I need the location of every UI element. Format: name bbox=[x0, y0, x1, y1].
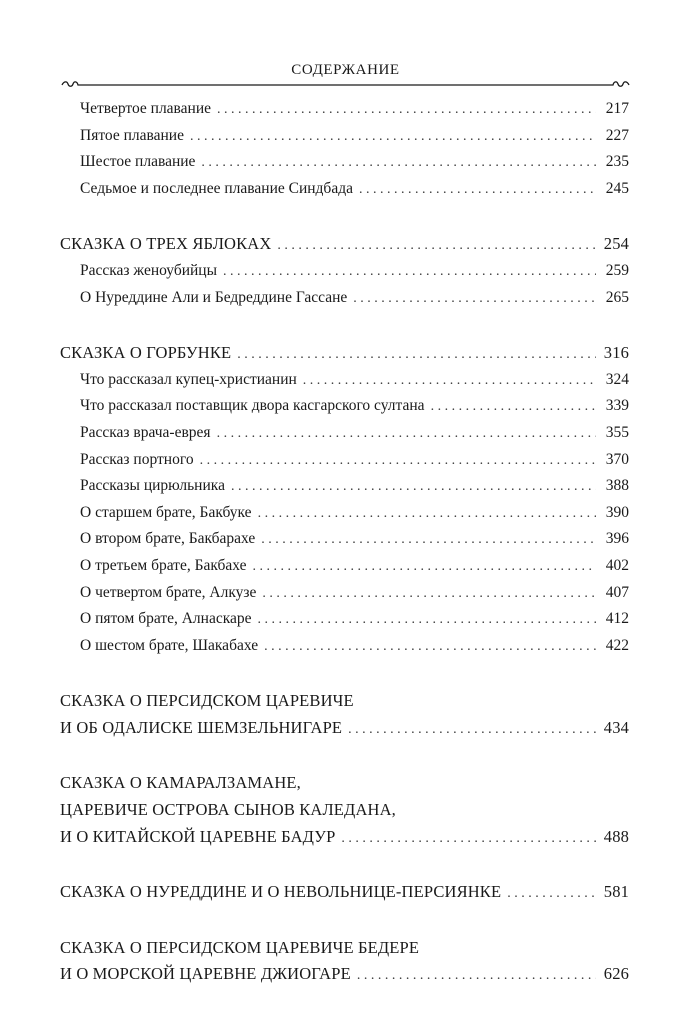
toc-entry-page: 402 bbox=[605, 556, 629, 574]
toc-entry-title: Пятое плавание bbox=[80, 126, 184, 144]
dot-leader bbox=[262, 581, 596, 608]
toc-entry bbox=[60, 176, 629, 203]
dot-leader bbox=[264, 634, 596, 661]
toc-entry-title: Рассказ женоубийцы bbox=[80, 261, 218, 279]
dot-leader bbox=[200, 448, 596, 475]
toc-entry-page: 355 bbox=[605, 423, 629, 441]
section-gap bbox=[60, 659, 629, 688]
toc-entry-page: 324 bbox=[605, 370, 629, 388]
section-gap bbox=[60, 202, 629, 231]
toc-section-title: И ОБ ОДАЛИСКЕ ШЕМЗЕЛЬНИГАРЕ bbox=[60, 717, 343, 737]
toc-entry-title: О шестом брате, Шакабахе bbox=[80, 636, 259, 654]
toc-entry-page: 412 bbox=[605, 610, 629, 628]
running-head-title: СОДЕРЖАНИЕ bbox=[291, 62, 400, 78]
toc-section-entry bbox=[60, 340, 629, 367]
dot-leader bbox=[341, 826, 596, 853]
toc-entry bbox=[60, 285, 629, 312]
toc-section-page: 581 bbox=[603, 882, 629, 902]
section-gap bbox=[60, 850, 629, 879]
toc-entry-page: 217 bbox=[605, 100, 629, 117]
toc-entry-page: 227 bbox=[605, 126, 629, 144]
dot-leader bbox=[357, 963, 596, 990]
toc-entry-page: 245 bbox=[605, 179, 629, 197]
toc-section-entry bbox=[60, 824, 629, 851]
dot-leader bbox=[261, 527, 596, 554]
toc-section-title: СКАЗКА О ГОРБУНКЕ bbox=[60, 343, 232, 363]
toc-section-title: И О КИТАЙСКОЙ ЦАРЕВНЕ БАДУР bbox=[60, 826, 336, 846]
toc-section-page: 434 bbox=[603, 717, 629, 737]
toc-entry-title: Шестое плавание bbox=[80, 153, 196, 171]
toc-section-title: И О МОРСКОЙ ЦАРЕВНЕ ДЖИОГАРЕ bbox=[60, 964, 351, 984]
toc-section-entry bbox=[60, 961, 629, 988]
toc-section-title: СКАЗКА О ТРЕХ ЯБЛОКАХ bbox=[60, 234, 272, 254]
toc-entry-title: Рассказы цирюльника bbox=[80, 477, 225, 495]
toc-entry-title: О пятом брате, Алнаскаре bbox=[80, 610, 252, 628]
toc-entry-page: 390 bbox=[605, 503, 629, 521]
toc-entry bbox=[60, 149, 629, 176]
dot-leader bbox=[507, 881, 596, 908]
dot-leader bbox=[359, 177, 596, 204]
toc-section-title-line: СКАЗКА О КАМАРАЛЗАМАНЕ, bbox=[60, 773, 301, 793]
dot-leader bbox=[277, 233, 596, 260]
dot-leader bbox=[217, 421, 596, 448]
toc-entry-page: 259 bbox=[605, 261, 629, 279]
table-of-contents bbox=[60, 96, 629, 988]
toc-section-page: 316 bbox=[603, 343, 629, 363]
toc-entry bbox=[60, 633, 629, 660]
toc-entry-page: 388 bbox=[605, 477, 629, 495]
toc-section-page: 488 bbox=[603, 826, 629, 846]
toc-entry bbox=[60, 96, 629, 123]
toc-entry-page: 422 bbox=[605, 636, 629, 654]
toc-entry-title: Четвертое плавание bbox=[80, 100, 212, 117]
toc-section-page: 626 bbox=[603, 964, 629, 984]
dot-leader bbox=[431, 394, 596, 421]
toc-section-page: 254 bbox=[603, 234, 629, 254]
toc-entry bbox=[60, 473, 629, 500]
toc-entry-title: Что рассказал поставщик двора касгарского султана bbox=[80, 397, 425, 415]
toc-entry-page: 407 bbox=[605, 583, 629, 601]
toc-entry-page: 235 bbox=[605, 153, 629, 171]
toc-entry-title: Что рассказал купец-христианин bbox=[80, 370, 297, 388]
toc-section-title-line: ЦАРЕВИЧЕ ОСТРОВА СЫНОВ КАЛЕДАНА, bbox=[60, 800, 396, 820]
toc-section-entry bbox=[60, 715, 629, 742]
toc-entry-title: Рассказ врача-еврея bbox=[80, 423, 211, 441]
dot-leader bbox=[190, 124, 596, 151]
toc-entry bbox=[60, 500, 629, 527]
dot-leader bbox=[303, 368, 596, 395]
dot-leader bbox=[217, 97, 596, 124]
toc-entry bbox=[60, 258, 629, 285]
dot-leader bbox=[258, 501, 596, 528]
toc-section-title-line: СКАЗКА О ПЕРСИДСКОМ ЦАРЕВИЧЕ bbox=[60, 691, 354, 711]
section-gap bbox=[60, 741, 629, 770]
toc-section-entry bbox=[60, 879, 629, 906]
toc-entry-title: Рассказ портного bbox=[80, 450, 194, 468]
toc-entry-page: 396 bbox=[605, 530, 629, 548]
toc-entry bbox=[60, 553, 629, 580]
toc-entry bbox=[60, 526, 629, 553]
dot-leader bbox=[253, 554, 596, 581]
toc-section-entry bbox=[60, 231, 629, 258]
header-ornament-rule bbox=[60, 78, 631, 92]
dot-leader bbox=[223, 259, 596, 286]
dot-leader bbox=[237, 342, 596, 369]
toc-entry bbox=[60, 606, 629, 633]
toc-entry bbox=[60, 580, 629, 607]
toc-entry-title: О Нуреддине Али и Бедреддине Гассане bbox=[80, 288, 348, 306]
toc-entry-title: О втором брате, Бакбарахе bbox=[80, 530, 256, 548]
toc-entry-title: О четвертом брате, Алкузе bbox=[80, 583, 257, 601]
dot-leader bbox=[348, 717, 596, 744]
toc-entry bbox=[60, 447, 629, 474]
dot-leader bbox=[258, 607, 596, 634]
toc-entry-page: 265 bbox=[605, 288, 629, 306]
section-gap bbox=[60, 311, 629, 340]
toc-section-title-line: СКАЗКА О ПЕРСИДСКОМ ЦАРЕВИЧЕ БЕДЕРЕ bbox=[60, 937, 420, 957]
dot-leader bbox=[353, 286, 596, 313]
toc-entry bbox=[60, 123, 629, 150]
toc-entry-title: О старшем брате, Бакбуке bbox=[80, 503, 252, 521]
toc-entry-title: О третьем брате, Бакбахе bbox=[80, 556, 247, 574]
dot-leader bbox=[231, 474, 596, 501]
toc-section-title: СКАЗКА О НУРЕДДИНЕ И О НЕВОЛЬНИЦЕ-ПЕРСИЯНКЕ bbox=[60, 882, 502, 902]
toc-entry-page: 370 bbox=[605, 450, 629, 468]
toc-entry bbox=[60, 420, 629, 447]
toc-entry bbox=[60, 367, 629, 394]
dot-leader bbox=[201, 150, 596, 177]
toc-entry-page: 339 bbox=[605, 397, 629, 415]
toc-entry bbox=[60, 393, 629, 420]
toc-entry-title: Седьмое и последнее плавание Синдбада bbox=[80, 179, 353, 197]
section-gap bbox=[60, 906, 629, 935]
